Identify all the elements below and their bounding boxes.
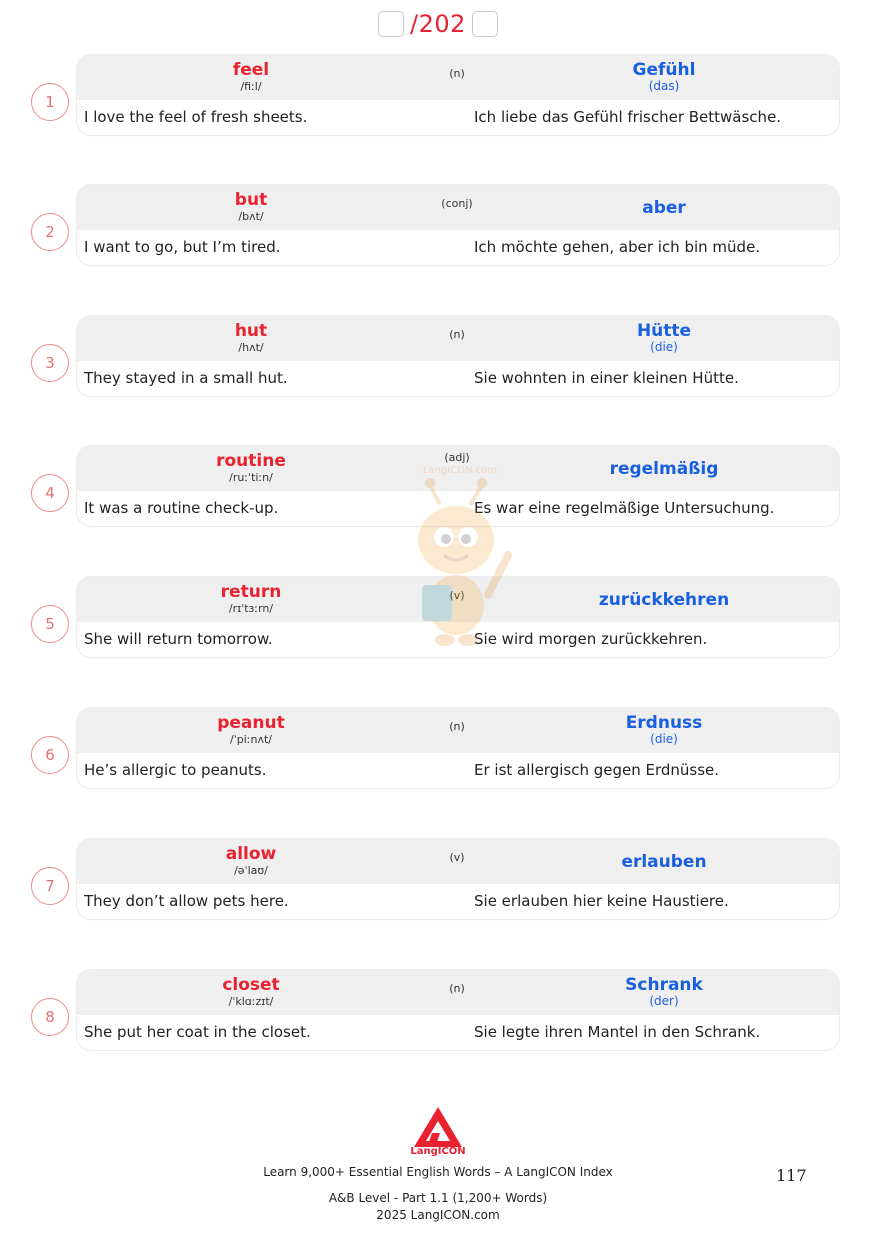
german-article: (die) — [650, 732, 678, 746]
english-word: but — [234, 190, 268, 210]
german-sentence: Ich möchte gehen, aber ich bin müde. — [474, 238, 761, 256]
footer-copyright: 2025 LangICON.com — [376, 1208, 500, 1222]
german-sentence: Ich liebe das Gefühl frischer Bettwäsche. — [474, 108, 782, 126]
footer-level: A&B Level - Part 1.1 (1,200+ Words) — [328, 1191, 548, 1205]
vocab-entry — [0, 55, 876, 139]
vocab-card — [77, 316, 839, 396]
vocab-entry — [0, 316, 876, 400]
vocab-card — [77, 185, 839, 265]
vocab-card — [77, 55, 839, 135]
vocab-card — [77, 708, 839, 788]
entry-number: 7 — [31, 867, 69, 905]
vocab-entry — [0, 446, 876, 530]
vocab-entry — [0, 839, 876, 923]
right-checkbox[interactable] — [472, 11, 498, 37]
english-sentence: I love the feel of fresh sheets. — [84, 108, 308, 126]
entry-number: 2 — [31, 213, 69, 251]
german-sentence: Er ist allergisch gegen Erdnüsse. — [474, 761, 720, 779]
german-word: Schrank — [625, 975, 703, 995]
german-article: (der) — [649, 994, 679, 1008]
pronunciation: /bʌt/ — [238, 210, 264, 223]
vocab-card — [77, 839, 839, 919]
brand-name: LangICON — [410, 1146, 466, 1157]
german-article: (die) — [650, 340, 678, 354]
page-number: 117 — [776, 1166, 807, 1185]
german-word: Hütte — [636, 321, 692, 341]
pronunciation: /ruːˈtiːn/ — [229, 471, 273, 484]
vocab-entry — [0, 708, 876, 792]
watermark-text: LangICON.com — [422, 465, 498, 476]
english-sentence: They don’t allow pets here. — [84, 892, 289, 910]
footer-title: Learn 9,000+ Essential English Words – A LangICON Index — [263, 1165, 613, 1179]
part-of-speech: (adj) — [444, 451, 470, 464]
part-of-speech: (n) — [449, 720, 465, 733]
entry-number: 4 — [31, 474, 69, 512]
pronunciation: /rɪˈtɜːrn/ — [228, 602, 274, 615]
german-word: regelmäßig — [609, 459, 719, 479]
pronunciation: /ˈklɑːzɪt/ — [228, 995, 274, 1008]
english-word: feel — [232, 60, 270, 80]
vocab-entry — [0, 577, 876, 661]
german-word: erlauben — [621, 852, 707, 872]
vocab-card — [77, 970, 839, 1050]
part-of-speech: (v) — [449, 589, 465, 602]
vocab-entry — [0, 185, 876, 269]
german-article: (das) — [648, 79, 680, 93]
word-counter: /202 — [410, 10, 466, 38]
vocab-card — [77, 577, 839, 657]
german-sentence: Sie wohnten in einer kleinen Hütte. — [474, 369, 739, 387]
english-sentence: She put her coat in the closet. — [84, 1023, 311, 1041]
part-of-speech: (n) — [449, 67, 465, 80]
english-sentence: They stayed in a small hut. — [84, 369, 288, 387]
german-word: zurückkehren — [598, 590, 730, 610]
german-sentence: Es war eine regelmäßige Untersuchung. — [474, 499, 775, 517]
english-word: peanut — [217, 713, 285, 733]
german-sentence: Sie erlauben hier keine Haustiere. — [474, 892, 729, 910]
english-word: routine — [216, 451, 286, 471]
page-header — [0, 8, 876, 40]
part-of-speech: (n) — [449, 982, 465, 995]
part-of-speech: (conj) — [441, 197, 473, 210]
german-sentence: Sie legte ihren Mantel in den Schrank. — [474, 1023, 761, 1041]
english-sentence: She will return tomorrow. — [84, 630, 273, 648]
entry-number: 6 — [31, 736, 69, 774]
english-word: hut — [234, 321, 268, 341]
part-of-speech: (n) — [449, 328, 465, 341]
pronunciation: /əˈlaʊ/ — [234, 864, 268, 877]
pronunciation: /fiːl/ — [240, 80, 262, 93]
english-word: allow — [225, 844, 277, 864]
entry-number: 1 — [31, 83, 69, 121]
english-sentence: It was a routine check-up. — [84, 499, 279, 517]
part-of-speech: (v) — [449, 851, 465, 864]
german-word: Erdnuss — [625, 713, 703, 733]
vocab-entry — [0, 970, 876, 1054]
english-word: return — [220, 582, 282, 602]
german-word: aber — [642, 198, 686, 218]
entry-number: 3 — [31, 344, 69, 382]
german-sentence: Sie wird morgen zurückkehren. — [474, 630, 708, 648]
english-sentence: He’s allergic to peanuts. — [84, 761, 267, 779]
english-word: closet — [222, 975, 280, 995]
left-checkbox[interactable] — [378, 11, 404, 37]
vocab-card — [77, 446, 839, 526]
english-sentence: I want to go, but I’m tired. — [84, 238, 281, 256]
german-word: Gefühl — [632, 60, 696, 80]
entry-number: 8 — [31, 998, 69, 1036]
pronunciation: /hʌt/ — [238, 341, 264, 354]
pronunciation: /ˈpiːnʌt/ — [230, 733, 272, 746]
entry-number: 5 — [31, 605, 69, 643]
